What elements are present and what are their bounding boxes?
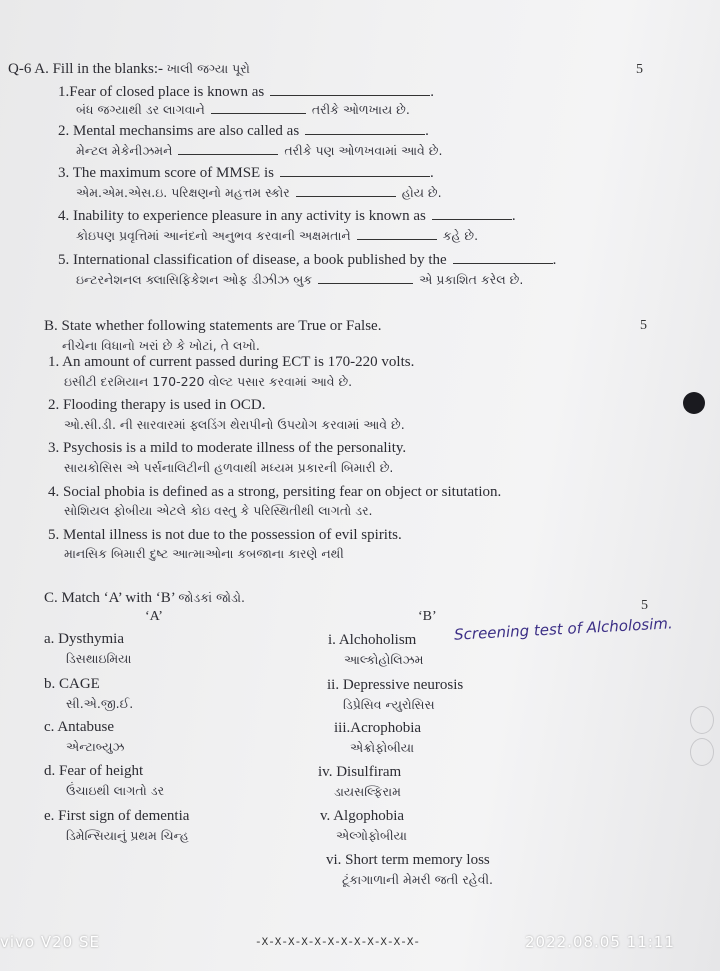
- true-false-statement: 1. An amount of current passed during ECT is 170-220 volts.: [48, 354, 415, 370]
- camera-watermark: vivo V20 SE: [0, 933, 100, 951]
- date-watermark: 2022.08.05 11:11: [525, 933, 675, 951]
- punch-hole-outline: [690, 738, 714, 766]
- end-separator: -X-X-X-X-X-X-X-X-X-X-X-X-: [255, 937, 421, 949]
- answer-blank: [211, 101, 306, 114]
- match-b-item: v. Algophobia: [320, 808, 405, 824]
- match-b-item: iii.Acrophobia: [334, 720, 422, 736]
- true-false-statement: 5. Mental illness is not due to the possession of evil spirits.: [48, 527, 402, 543]
- match-a-item-gu: ઉંચાઇથી લાગતો ડર: [66, 783, 165, 798]
- true-false-statement-gu: ઇસીટી દરમિયાન 170-220 વોલ્ટ પસાર કરવામાં આવે છે.: [64, 374, 353, 389]
- fill-blank-question: 4. Inability to experience pleasure in any activity is known as .: [58, 208, 516, 224]
- true-false-statement: 4. Social phobia is defined as a strong, persiting fear on object or situtation.: [48, 484, 502, 500]
- match-a-item-gu: ડિસથાઇમિયા: [66, 651, 132, 666]
- punch-hole-mark: [683, 392, 705, 414]
- match-b-item-gu: એક્રોફોબીયા: [350, 740, 415, 755]
- punch-hole-outline: [690, 706, 714, 734]
- true-false-statement: 3. Psychosis is a mild to moderate illness of the personality.: [48, 440, 407, 456]
- answer-blank: [296, 184, 396, 197]
- answer-blank: [280, 164, 430, 177]
- fill-blank-question: 5. International classification of disease, a book published by the .: [58, 252, 557, 268]
- fill-blank-question: 3. The maximum score of MMSE is .: [58, 165, 434, 181]
- answer-blank: [305, 122, 425, 135]
- match-b-item-gu: ટૂંકાગાળાની મેમરી જતી રહેવી.: [342, 872, 494, 887]
- fill-blank-question-gu: એમ.એમ.એસ.ઇ. પરિક્ષણનો મહત્તમ સ્કોર હોય છે.: [76, 185, 442, 200]
- match-b-item: iv. Disulfiram: [318, 764, 402, 780]
- match-a-item: c. Antabuse: [44, 719, 114, 735]
- true-false-statement-gu: સોશિયલ ફોબીયા એટલે કોઇ વસ્તુ કે પરિસ્થિતીથી લાગતો ડર.: [64, 503, 373, 518]
- true-false-statement-gu: સાયકોસિસ એ પર્સનાલિટીની હળવાથી મધ્યમ પ્રકારની બિમારી છે.: [64, 460, 394, 475]
- section-a-title: Q-6 A. Fill in the blanks:- ખાલી જગ્યા પૂરો: [8, 61, 250, 77]
- section-c-title-gu: જોડકાં જોડો.: [178, 590, 246, 605]
- fill-blank-question-gu: બંધ જગ્યાથી ડર લાગવાને તરીકે ઓળખાય છે.: [76, 102, 410, 117]
- match-b-item: ii. Depressive neurosis: [327, 677, 464, 693]
- fill-blank-question-gu: મેન્ટલ મેકેનીઝમને તરીકે પણ ઓળખવામાં આવે છે.: [76, 143, 443, 158]
- match-a-item-gu: ડિમેન્સિયાનું પ્રથમ ચિન્હ: [66, 828, 189, 843]
- answer-blank: [432, 207, 512, 220]
- section-b-title: B. State whether following statements are True or False.: [44, 318, 382, 334]
- section-b-title-gu: નીચેના વિધાનો ખરાં છે કે ખોટાં, તે લખો.: [62, 338, 260, 353]
- answer-blank: [357, 227, 437, 240]
- section-a-title-gu: ખાલી જગ્યા પૂરો: [166, 61, 250, 76]
- column-b-header: ‘B’: [418, 609, 437, 624]
- fill-blank-question: 1.Fear of closed place is known as .: [58, 84, 434, 100]
- section-c-title: C. Match ‘A’ with ‘B’ જોડકાં જોડો.: [44, 590, 246, 606]
- fill-blank-question-gu: કોઇપણ પ્રવૃત્તિમાં આનંદનો અનુભવ કરવાની અક્ષમતાને કહે છે.: [76, 228, 479, 243]
- match-a-item: d. Fear of height: [44, 763, 144, 779]
- true-false-statement-gu: ઓ.સી.ડી. ની સારવારમાં ફ્લડિંગ થેરાપીનો ઉપયોગ કરવામાં આવે છે.: [64, 417, 405, 432]
- match-a-item: e. First sign of dementia: [44, 808, 190, 824]
- answer-blank: [270, 83, 430, 96]
- section-b-marks: 5: [640, 318, 647, 333]
- match-b-item-gu: ડાયસલ્ફિરામ: [334, 784, 401, 799]
- match-b-item: vi. Short term memory loss: [326, 852, 490, 868]
- answer-blank: [318, 271, 413, 284]
- handwritten-note: Screening test of Alcholosim.: [453, 614, 674, 644]
- true-false-statement: 2. Flooding therapy is used in OCD.: [48, 397, 266, 413]
- match-a-item: b. CAGE: [44, 676, 100, 692]
- fill-blank-question: 2. Mental mechansims are also called as .: [58, 123, 429, 139]
- match-b-item: i. Alchoholism: [328, 632, 417, 648]
- fill-blank-question-gu: ઇન્ટરનેશનલ ક્લાસિફિકેશન ઓફ ડીઝીઝ બુક એ પ્રકાશિત કરેલ છે.: [76, 272, 524, 287]
- section-a-marks: 5: [636, 62, 643, 77]
- match-a-item-gu: સી.એ.જી.ઈ.: [66, 696, 134, 711]
- answer-blank: [178, 142, 278, 155]
- match-a-item-gu: એન્ટાબ્યુઝ: [66, 739, 125, 754]
- section-c-marks: 5: [641, 598, 648, 613]
- true-false-statement-gu: માનસિક બિમારી દુષ્ટ આત્માઓના કબજાના કારણે નથી: [64, 546, 344, 561]
- column-a-header: ‘A’: [145, 609, 163, 624]
- answer-blank: [453, 251, 553, 264]
- match-a-item: a. Dysthymia: [44, 631, 124, 647]
- match-b-item-gu: ડિપ્રેસિવ ન્યુરોસિસ: [343, 697, 435, 712]
- match-b-item-gu: આલ્કોહોલિઝમ: [344, 652, 424, 667]
- match-b-item-gu: એલ્ગોફોબીયા: [336, 828, 407, 843]
